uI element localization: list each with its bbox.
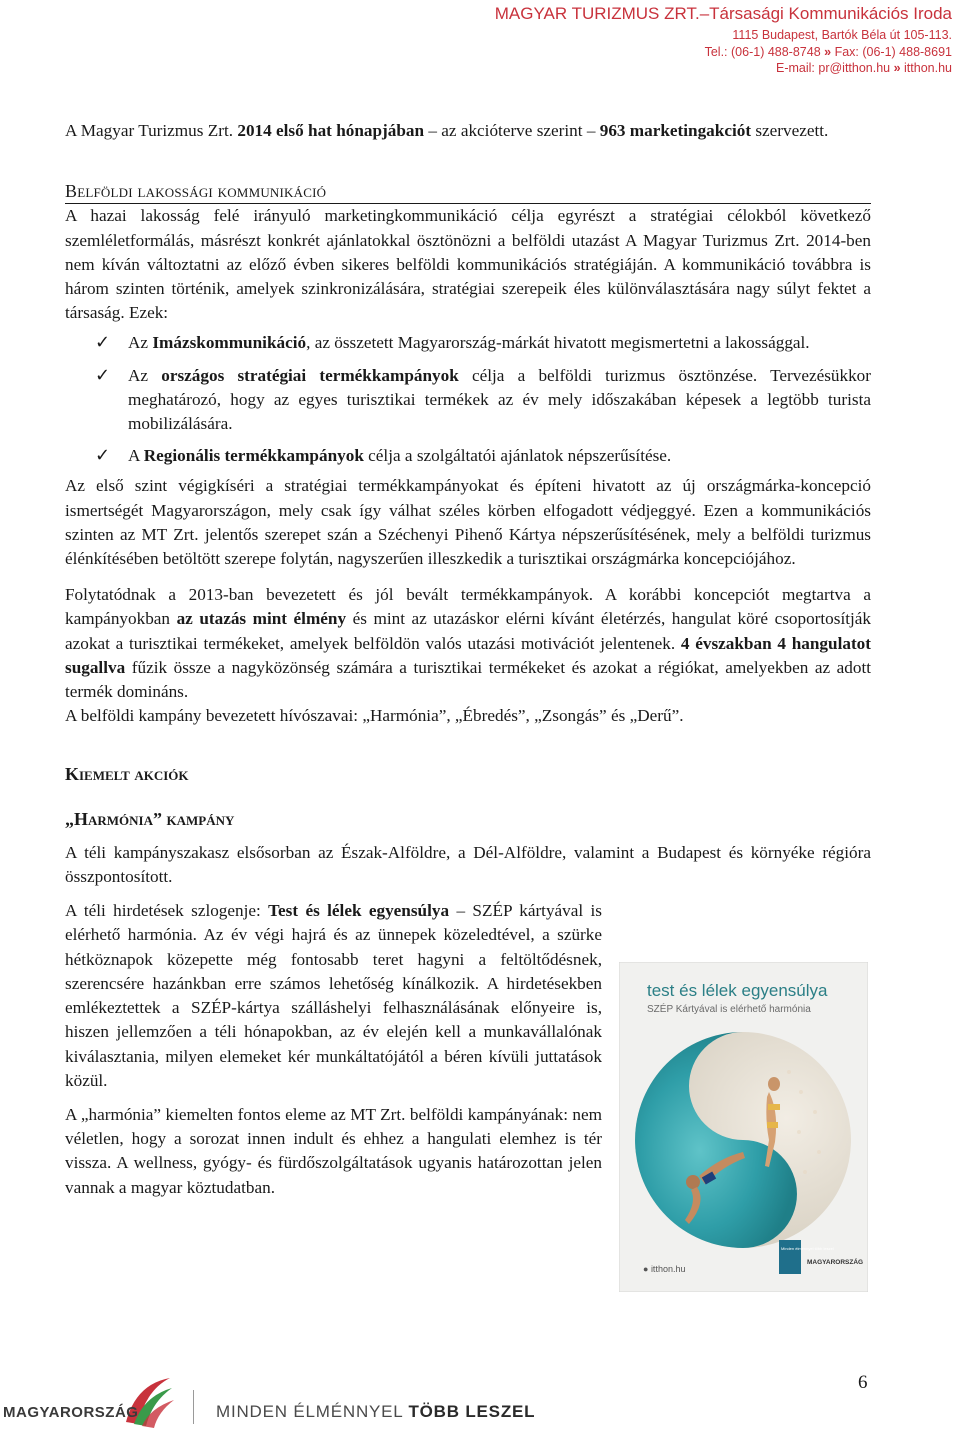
list-item: ✓ Az Imázskommunikáció, az összetett Magyarország-márkát hivatott megismertetni a lakossággal. xyxy=(65,331,871,355)
poster-badge-text: Minden élménnyel több leszel xyxy=(781,1246,834,1251)
address: 1115 Budapest, Bartók Béla út 105-113. xyxy=(732,28,952,42)
phone-line: Tel.: (06-1) 488-8748 » Fax: (06-1) 488-8691 xyxy=(704,44,952,59)
harmony-paragraph-2: A téli hirdetések szlogenje: Test és lélek egyensúlya – SZÉP kártyával is elérhető harmónia. Az év végi hajrá és az ünnepek közeledtével, a szürke hétköznapok közepette még fontosabb teret hagyni a feltöltődésnek, szerencsére hazánkban erre számos lehetőség kínálkozik. A hirdetésekben emlékeztettek a SZÉP-kártya szálláshelyi felhasználásának előnyeire is, hiszen jellemzően a téli hónapokban, az év elején kell a munkavállalónak kiválasztania, milyen elemeket kér munkáltatójától a béren kívüli juttatások közül. xyxy=(65,901,602,1090)
dept-name: Társasági Kommunikációs Iroda xyxy=(709,4,952,23)
checkmark-icon: ✓ xyxy=(95,364,111,386)
letterhead-title: MAGYAR TURIZMUS ZRT.–Társasági Kommunikációs Iroda xyxy=(494,4,952,23)
email-line: E-mail: pr@itthon.hu » itthon.hu xyxy=(776,61,952,75)
harmony-paragraph-1: A téli kampányszakasz elsősorban az Észak-Alföldre, a Dél-Alföldre, valamint a Budapest és környéke régióra összpontosított. xyxy=(65,842,871,887)
communication-levels-list xyxy=(65,331,871,468)
footer-divider xyxy=(193,1390,194,1424)
checkmark-icon: ✓ xyxy=(95,332,111,354)
harmony-paragraph-3: A „harmónia” kiemelten fontos eleme az MT Zrt. belföldi kampányának: nem véletlen, hogy a sorozat innen indult és ehhez a hangulati elemhez is tér vissza. A wellness, gyógy- és fürdőszolgáltatások ugyanis határozottan jelen vannak a magyar köztudatban. xyxy=(65,1104,602,1197)
poster-brand: MAGYARORSZÁG xyxy=(807,1259,864,1266)
poster-subtitle: SZÉP Kártyával is elérhető harmónia xyxy=(647,1004,811,1015)
list-item: ✓ Az országos stratégiai termékkampányok célja a belföldi turizmus ösztönzése. Tervezésükkor meghatározó, hogy az egyes turisztikai termékek az év mely időszakában képesek a legtöbb turista mobilizálására. xyxy=(95,364,872,434)
magyarorszag-logo-icon xyxy=(120,1370,180,1430)
poster-title: test és lélek egyensúlya xyxy=(647,981,828,1000)
poster-site: ● itthon.hu xyxy=(643,1264,686,1274)
fax: Fax: (06-1) 488-8691 xyxy=(834,44,952,59)
footer-slogan: MINDEN ÉLMÉNNYEL TÖBB LESZEL xyxy=(216,1402,536,1421)
page-number: 6 xyxy=(858,1372,868,1393)
intro-paragraph: A Magyar Turizmus Zrt. 2014 első hat hónapjában – az akcióterve szerint – 963 marketingakciót szervezett. xyxy=(65,121,829,140)
domestic-paragraph-3: Folytatódnak a 2013-ban bevezetett és jól bevált termékkampányok. A korábbi koncepciót megtartva a kampányokban az utazás mint élmény és mint az utazáskor elérni kívánt életérzés, hangulat köré csoportosítják azokat a turisztikai termékeket, amelyek belföldön valós utazási motivációt jelentenek. 4 évszakban 4 hangulatot sugallva fűzik össze a nagyközönség számára a turisztikai termékeket és azokat a régiókat, amelyekben az adott termék domináns. xyxy=(65,585,872,702)
section-heading-highlighted: Kiemelt akciók xyxy=(65,764,189,785)
checkmark-icon: ✓ xyxy=(95,445,111,467)
poster-graphic xyxy=(619,962,868,1292)
list-item: ✓ A Regionális termékkampányok célja a szolgáltatói ajánlatok népszerűsítése. xyxy=(65,444,871,468)
letterhead xyxy=(392,0,952,77)
harmony-campaign-poster xyxy=(619,962,868,1292)
domestic-paragraph-4: A belföldi kampány bevezetett hívószavai: „Harmónia”, „Ébredés”, „Zsongás” és „Derű”. xyxy=(65,706,684,726)
tel: Tel.: (06-1) 488-8748 xyxy=(704,44,821,59)
subheading-harmony: „Harmónia” kampány xyxy=(65,808,235,829)
domestic-paragraph-2: Az első szint végigkíséri a stratégiai termékkampányokat és építeni hivatott az új országmárka-koncepció ismertségét Magyarországon, mely csak így válhat széles körben elfogadott védjeggyé. Ezen a kommunikációs szinten az MT Zrt. jelentős szerepet szán a Széchenyi Pihenő Kártya népszerűsítésének, mely a belföldi turizmus élénkítésében betöltött szerepe folytán, nagyszerűen illeszkedik a turisztikai országmárka koncepciójához. xyxy=(65,476,871,569)
domestic-paragraph-1: A hazai lakosság felé irányuló marketingkommunikáció célja egyrészt a stratégiai célokból következő szemléletformálás, másrészt konkrét ajánlatokkal ösztönözni a belföldi utazást A Magyar Turizmus Zrt. 2014-ben nem kíván változtatni az előző évben sikeres belföldi kommunikációs stratégiáján. A kommunikáció továbbra is három szinten történik, amelyek szinkronizálására, stratégiai szerepeik éles különválasztására nagy súlyt fektet a társaság. Ezek: xyxy=(65,206,871,323)
org-name: MAGYAR TURIZMUS ZRT. xyxy=(494,4,700,23)
section-heading-domestic: Belföldi lakossági kommunikáció xyxy=(65,179,871,204)
email-link[interactable]: E-mail: pr@itthon.hu xyxy=(776,61,891,75)
web-link[interactable]: itthon.hu xyxy=(904,61,952,75)
footer-brand: MAGYARORSZÁG xyxy=(3,1404,139,1421)
page-footer xyxy=(0,1360,960,1436)
